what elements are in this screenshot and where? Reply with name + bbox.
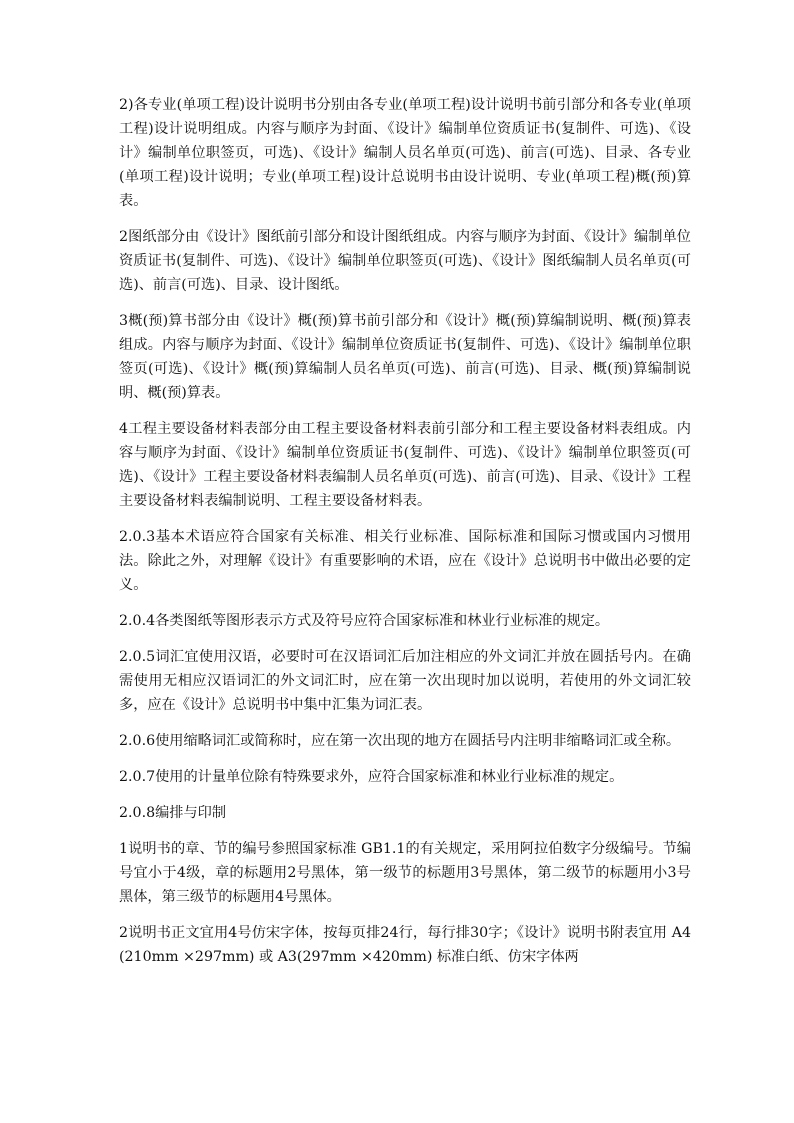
paragraph-printing: 2说明书正文宜用4号仿宋字体，按每页排24行，每行排30字；《设计》说明书附表宜用 A4(210mm ×297mm) 或 A3(297mm ×420mm) 标准白纸、仿宋字体两: [119, 925, 691, 965]
paragraph-2-0-4: 2.0.4各类图纸等图形表示方式及符号应符合国家标准和林业行业标准的规定。: [119, 613, 610, 629]
paragraph-design-specs: 2)各专业(单项工程)设计说明书分别由各专业(单项工程)设计说明书前引部分和各专业(单项工程)设计说明组成。内容与顺序为封面、《设计》编制单位资质证书(复制件、可选)、《设计》编制单位职签页，可选)、《设计》编制人员名单页(可选)、前言(可选)、目录、各专业(单项工程)设计说明；专业(单项工程)设计总说明书由设计说明、专业(单项工程)概(预)算表。: [119, 97, 691, 209]
paragraph-equipment-table: 4工程主要设备材料表部分由工程主要设备材料表前引部分和工程主要设备材料表组成。内容与顺序为封面、《设计》编制单位资质证书(复制件、可选)、《设计》编制单位职签页(可选)、《设计》工程主要设备材料表编制人员名单页(可选)、前言(可选)、目录、《设计》工程主要设备材料表编制说明、工程主要设备材料表。: [119, 421, 691, 509]
paragraph-2-0-5: 2.0.5词汇宜使用汉语，必要时可在汉语词汇后加注相应的外文词汇并放在圆括号内。在确需使用无相应汉语词汇的外文词汇时，应在第一次出现时加以说明，若使用的外文词汇较多，应在《设计》总说明书中集中汇集为词汇表。: [119, 649, 691, 713]
section-heading-2-0-8: 2.0.8编排与印制: [119, 805, 227, 821]
paragraph-2-0-6: 2.0.6使用缩略词汇或简称时，应在第一次出现的地方在圆括号内注明非缩略词汇或全称。: [119, 733, 681, 749]
paragraph-2-0-7: 2.0.7使用的计量单位除有特殊要求外，应符合国家标准和林业行业标准的规定。: [119, 769, 624, 785]
paragraph-numbering: 1说明书的章、节的编号参照国家标准 GB1.1的有关规定，采用阿拉伯数字分级编号。节编号宜小于4级，章的标题用2号黑体，第一级节的标题用3号黑体，第二级节的标题用小3号黑体，第三级节的标题用4号黑体。: [119, 841, 691, 905]
paragraph-budget: 3概(预)算书部分由《设计》概(预)算书前引部分和《设计》概(预)算编制说明、概(预)算表组成。内容与顺序为封面、《设计》编制单位资质证书(复制件、可选)、《设计》编制单位职签页(可选)、《设计》概(预)算编制人员名单页(可选)、前言(可选)、目录、概(预)算编制说明、概(预)算表。: [119, 313, 691, 401]
paragraph-2-0-3: 2.0.3基本术语应符合国家有关标准、相关行业标准、国际标准和国际习惯或国内习惯用法。除此之外，对理解《设计》有重要影响的术语，应在《设计》总说明书中做出必要的定义。: [119, 529, 691, 593]
paragraph-drawings: 2图纸部分由《设计》图纸前引部分和设计图纸组成。内容与顺序为封面、《设计》编制单位资质证书(复制件、可选)、《设计》编制单位职签页(可选)、《设计》图纸编制人员名单页(可选)、前言(可选)、目录、设计图纸。: [119, 229, 691, 293]
document-body: [119, 93, 691, 981]
